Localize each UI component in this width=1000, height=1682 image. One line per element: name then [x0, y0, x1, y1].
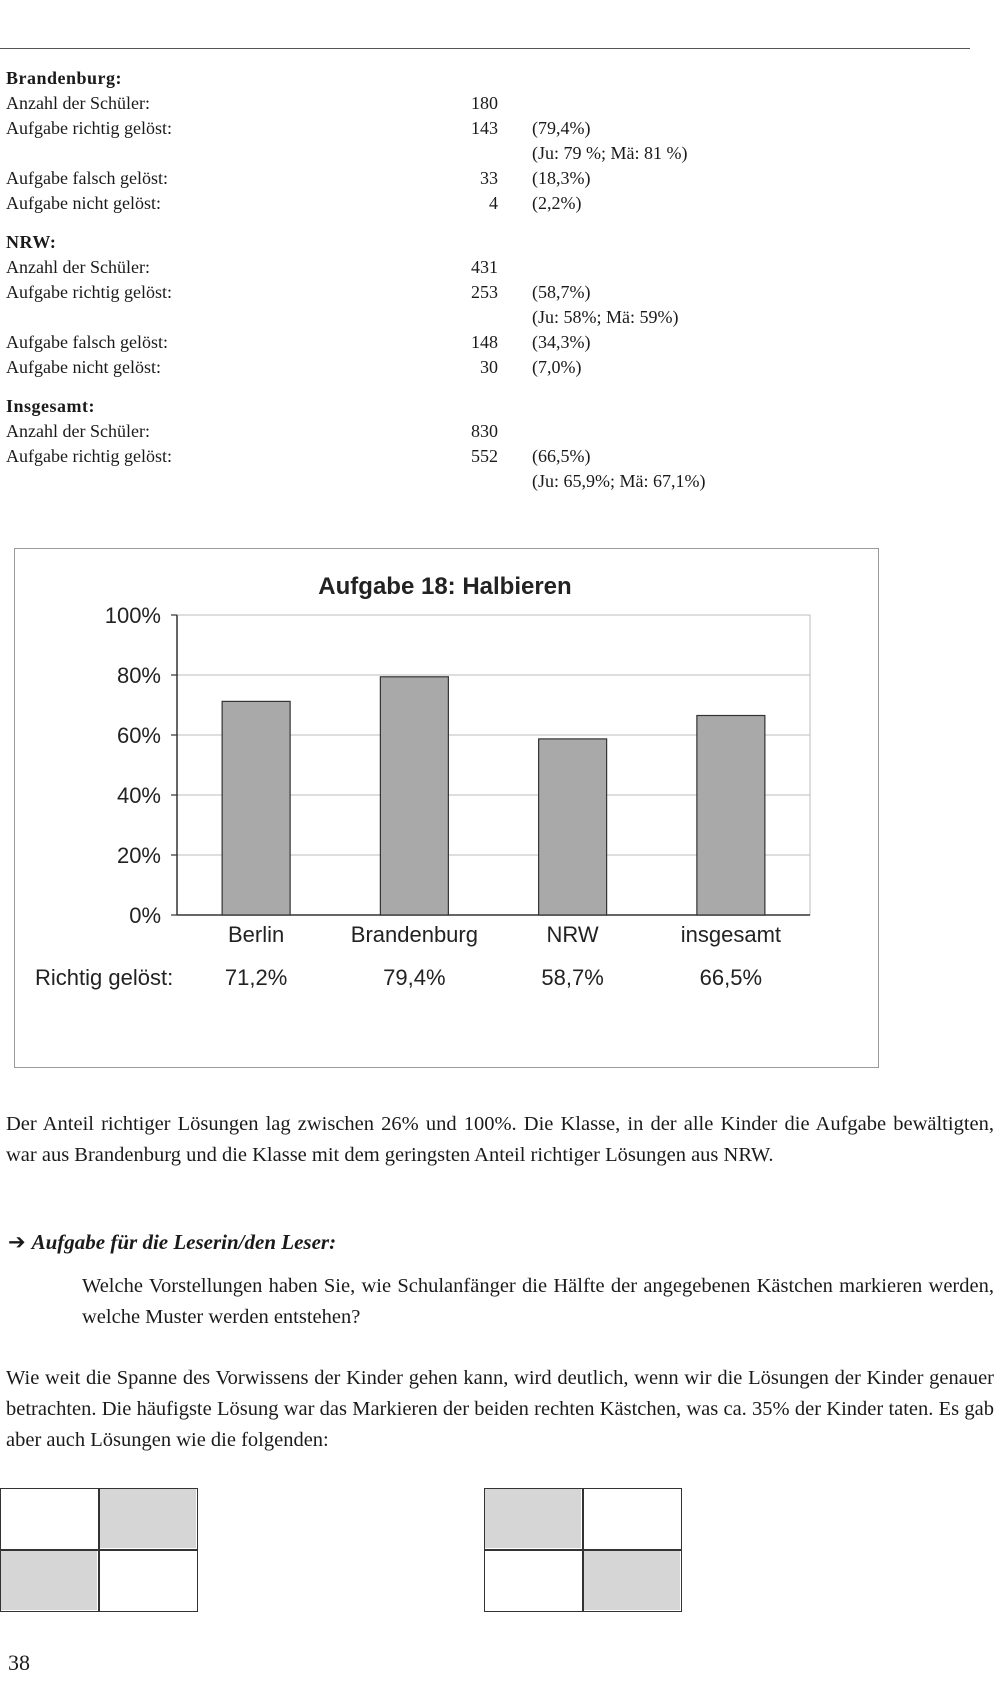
value-label: 58,7%	[541, 965, 604, 990]
y-tick-label: 80%	[116, 663, 161, 688]
stat-gender-split: (Ju: 58%; Mä: 59%)	[532, 307, 679, 327]
stat-count: 143	[471, 118, 498, 138]
solution-grid-1	[0, 1488, 198, 1612]
stat-label: Aufgabe falsch gelöst:	[6, 168, 168, 188]
grid-cell	[100, 1489, 196, 1548]
stat-row	[6, 255, 806, 280]
y-tick-label: 40%	[116, 783, 161, 808]
grid-cell	[1, 1551, 97, 1610]
stat-row	[6, 91, 806, 116]
stat-label: Anzahl der Schüler:	[6, 93, 150, 113]
bar-nrw	[539, 739, 607, 915]
bar-chart-svg	[15, 549, 878, 1067]
bar-insgesamt	[697, 716, 765, 916]
stat-percent: (58,7%)	[532, 282, 591, 302]
stat-percent: (2,2%)	[532, 193, 582, 213]
stat-row	[6, 166, 806, 191]
y-tick-label: 60%	[116, 723, 161, 748]
stat-row	[6, 116, 806, 141]
grid-cell	[584, 1489, 680, 1548]
arrow-right-icon: ➔	[8, 1230, 26, 1254]
stat-count: 552	[471, 446, 498, 466]
stat-row	[6, 280, 806, 305]
solution-grid-2	[484, 1488, 682, 1612]
stat-count: 830	[471, 421, 498, 441]
section-heading: Insgesamt:	[6, 396, 95, 416]
grid-cell	[584, 1551, 680, 1610]
stat-label: Anzahl der Schüler:	[6, 257, 150, 277]
stat-subrow	[6, 141, 806, 166]
row-label: Richtig gelöst:	[35, 965, 174, 990]
stat-percent: (66,5%)	[532, 446, 591, 466]
stat-percent: (34,3%)	[532, 332, 591, 352]
top-rule	[0, 48, 970, 49]
paragraph-solutions: Wie weit die Spanne des Vorwissens der Kinder gehen kann, wird deutlich, wenn wir die Lösungen der Kinder genauer betrachten. Die häufigste Lösung war das Markieren der beiden rechten Kästchen, was ca. 35% der Kinder taten. Es gab aber auch Lösungen wie die folgenden:	[6, 1367, 994, 1451]
stat-subrow	[6, 305, 806, 330]
grid-cell	[485, 1551, 581, 1610]
reader-task-heading	[8, 1230, 336, 1255]
stat-row	[6, 191, 806, 216]
stat-label: Aufgabe falsch gelöst:	[6, 332, 168, 352]
stat-gender-split: (Ju: 65,9%; Mä: 67,1%)	[532, 471, 706, 491]
section-heading: Brandenburg:	[6, 68, 123, 88]
stat-row	[6, 419, 806, 444]
category-label: NRW	[546, 922, 599, 947]
stat-row	[6, 444, 806, 469]
stat-count: 30	[480, 357, 498, 377]
category-label: insgesamt	[680, 922, 782, 947]
stat-label: Aufgabe nicht gelöst:	[6, 357, 161, 377]
stat-row	[6, 330, 806, 355]
paragraph-results: Der Anteil richtiger Lösungen lag zwischen 26% und 100%. Die Klasse, in der alle Kinder die Aufgabe bewältigten, war aus Brandenburg und die Klasse mit dem geringsten Anteil richtiger Lösungen aus NRW.	[6, 1113, 994, 1166]
stat-label: Aufgabe richtig gelöst:	[6, 282, 172, 302]
stat-label: Aufgabe nicht gelöst:	[6, 193, 161, 213]
category-label: Brandenburg	[350, 922, 478, 947]
stat-percent: (7,0%)	[532, 357, 582, 377]
grid-cell	[100, 1551, 196, 1610]
y-tick-label: 20%	[116, 843, 161, 868]
section-heading: NRW:	[6, 232, 57, 252]
value-label: 79,4%	[383, 965, 446, 990]
reader-task-title: Aufgabe für die Leserin/den Leser:	[31, 1230, 337, 1254]
bar-chart	[14, 548, 879, 1068]
chart-title: Aufgabe 18: Halbieren	[318, 573, 572, 600]
stat-row	[6, 355, 806, 380]
bar-berlin	[222, 701, 290, 915]
stat-count: 33	[480, 168, 498, 188]
y-tick-label: 0%	[129, 903, 161, 928]
y-tick-label: 100%	[104, 603, 161, 628]
stat-count: 180	[471, 93, 498, 113]
category-label: Berlin	[228, 922, 285, 947]
stat-count: 148	[471, 332, 498, 352]
stat-percent: (79,4%)	[532, 118, 591, 138]
stat-subrow	[6, 469, 806, 494]
stat-label: Aufgabe richtig gelöst:	[6, 446, 172, 466]
grid-cell	[485, 1489, 581, 1548]
stat-percent: (18,3%)	[532, 168, 591, 188]
stat-label: Anzahl der Schüler:	[6, 421, 150, 441]
value-label: 71,2%	[224, 965, 288, 990]
stat-label: Aufgabe richtig gelöst:	[6, 118, 172, 138]
statistics-block	[6, 66, 806, 494]
stat-count: 431	[471, 257, 498, 277]
grid-cell	[1, 1489, 97, 1548]
stat-count: 4	[489, 193, 498, 213]
reader-task-text: Welche Vorstellungen haben Sie, wie Schulanfänger die Hälfte der angegebenen Kästchen markieren werden, welche Muster werden entstehen?	[82, 1275, 994, 1328]
bar-brandenburg	[380, 677, 448, 915]
value-label: 66,5%	[699, 965, 763, 990]
stat-gender-split: (Ju: 79 %; Mä: 81 %)	[532, 143, 688, 163]
stat-count: 253	[471, 282, 498, 302]
page-number: 38	[8, 1650, 30, 1675]
